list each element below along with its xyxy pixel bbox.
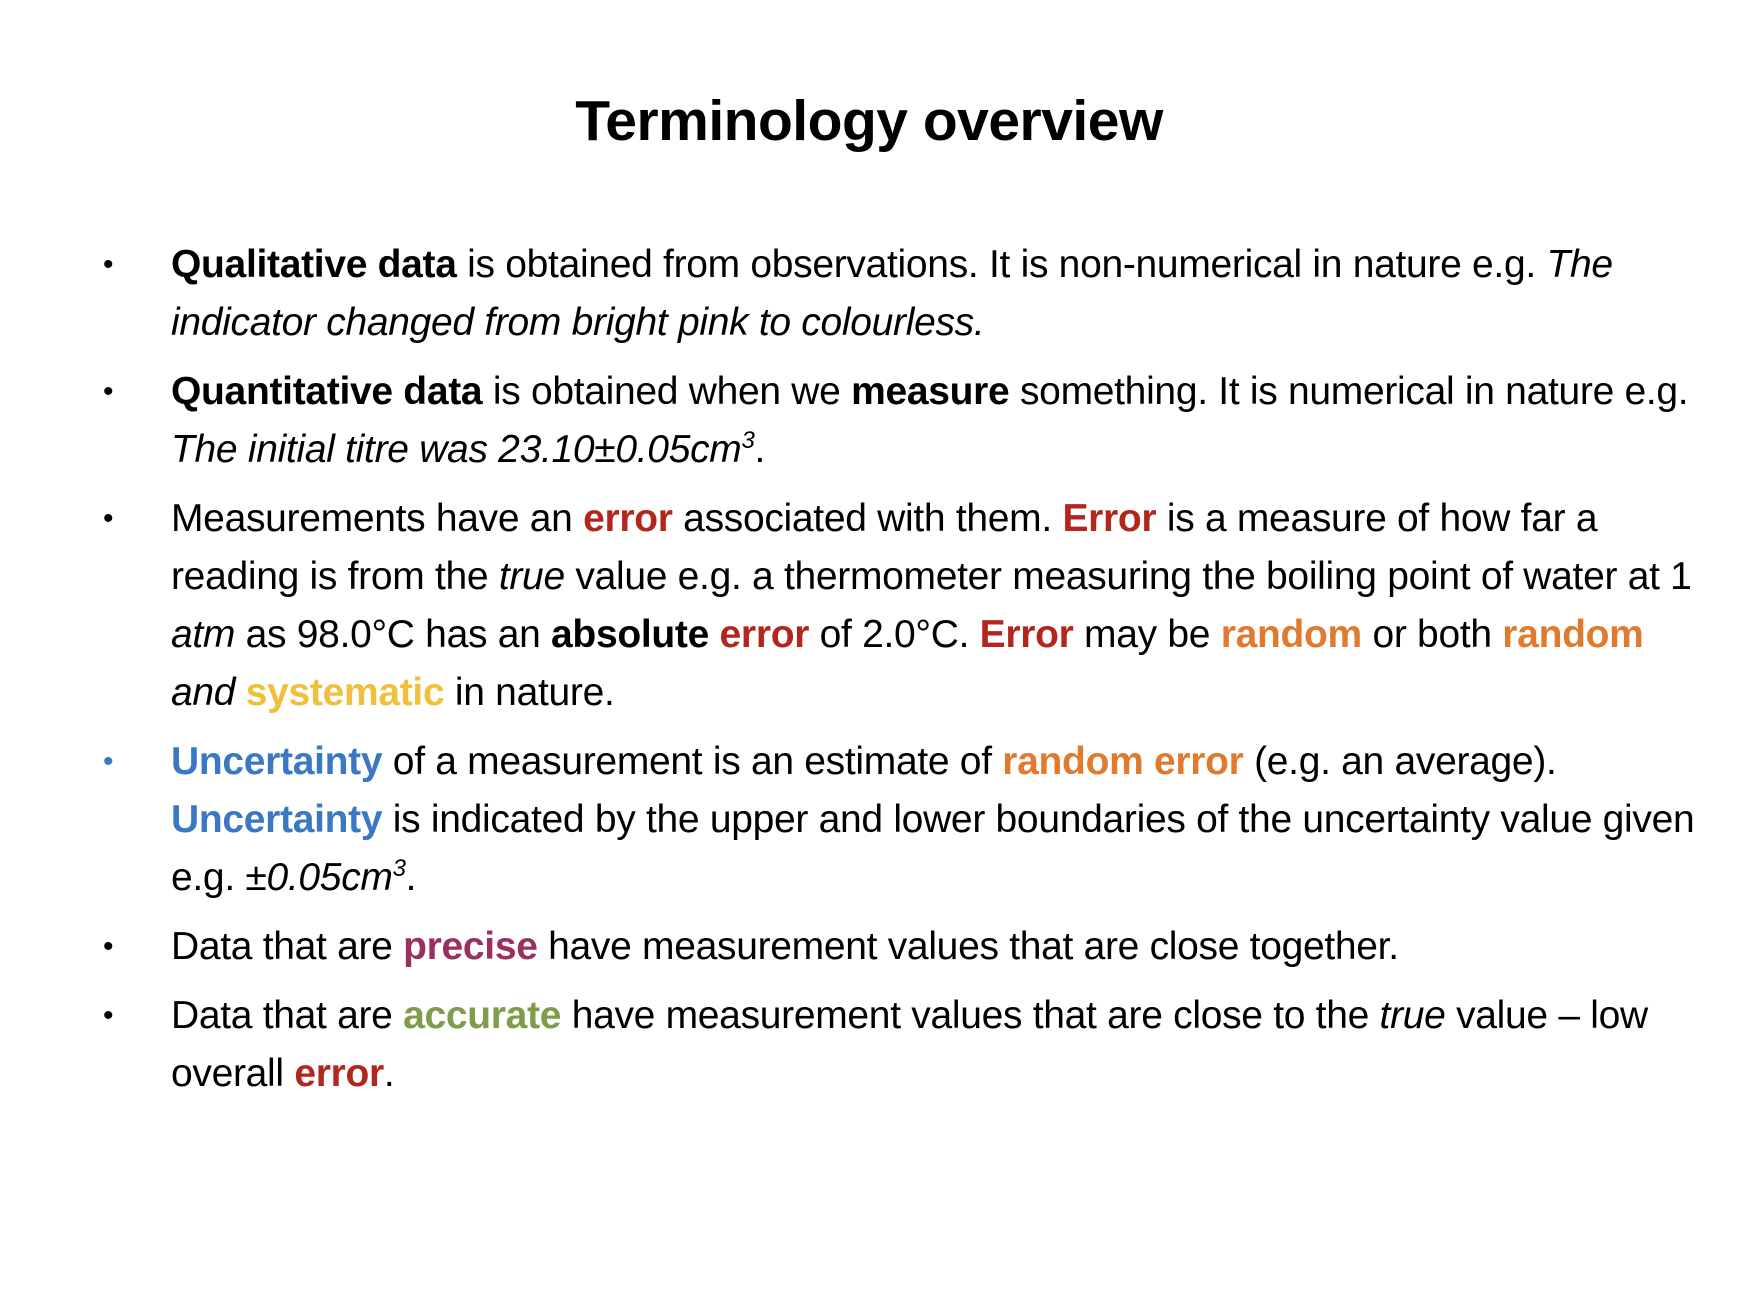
term-true: true — [1379, 994, 1446, 1037]
term-error: error — [294, 1052, 384, 1095]
bullet-dot-icon: • — [103, 502, 114, 535]
superscript: 3 — [392, 855, 406, 882]
text: is a measure of how far a reading is from the — [171, 497, 1598, 598]
text: Measurements have an — [171, 497, 584, 540]
example-text: The indicator changed from bright pink to colourless. — [171, 243, 1613, 344]
term-and: and — [171, 671, 236, 714]
example-text: ±0.05cm — [245, 856, 393, 899]
text — [235, 671, 246, 714]
text: (e.g. an average). — [1243, 740, 1557, 783]
bullet-dot-icon: • — [103, 999, 114, 1032]
bullet-dot-icon: • — [103, 248, 114, 281]
superscript: 3 — [741, 427, 755, 454]
text: value e.g. a thermometer measuring the boiling point of water at 1 — [564, 555, 1692, 598]
text: of a measurement is an estimate of — [382, 740, 1003, 783]
term-accurate: accurate — [403, 994, 562, 1037]
term-error: Error — [1062, 497, 1157, 540]
term-random: random — [1220, 613, 1362, 656]
text: Data that are — [171, 925, 404, 968]
bullet-qualitative-data — [0, 236, 1738, 352]
term-error: error — [583, 497, 673, 540]
bullet-dot-icon: • — [103, 375, 114, 408]
term-atm: atm — [171, 613, 236, 656]
text: in nature. — [444, 671, 615, 714]
bullet-dot-icon: • — [103, 745, 114, 778]
text: have measurement values that are close together. — [537, 925, 1399, 968]
text: have measurement values that are close to the — [561, 994, 1380, 1037]
text: . — [405, 856, 417, 899]
bullet-list — [0, 236, 1738, 1114]
text: Data that are — [171, 994, 404, 1037]
term-uncertainty: Uncertainty — [171, 798, 383, 841]
bullet-uncertainty — [0, 733, 1738, 907]
slide-title: Terminology overview — [575, 89, 1163, 153]
term-uncertainty: Uncertainty — [171, 740, 383, 783]
term-true: true — [498, 555, 565, 598]
term-precise: precise — [403, 925, 538, 968]
text: or both — [1361, 613, 1503, 656]
term-absolute: absolute — [551, 613, 709, 656]
term-error: error — [719, 613, 810, 656]
text — [709, 613, 720, 656]
text: is obtained from observations. It is non-numerical in nature e.g. — [456, 243, 1547, 286]
text: as 98.0°C has an — [235, 613, 552, 656]
bullet-quantitative-data — [0, 363, 1738, 479]
text: may be — [1073, 613, 1221, 656]
text: something. It is numerical in nature e.g. — [1009, 370, 1689, 413]
bullet-accurate — [0, 987, 1738, 1103]
bullet-precise — [0, 918, 1738, 976]
text: . — [383, 1052, 395, 1095]
term-quantitative-data: Quantitative data — [171, 370, 483, 413]
text: is indicated by the upper and lower boundaries of the uncertainty value given e.g. — [171, 798, 1695, 899]
bullet-dot-icon: • — [103, 930, 114, 963]
text: of 2.0°C. — [809, 613, 980, 656]
bullet-error — [0, 490, 1738, 722]
term-systematic: systematic — [245, 671, 445, 714]
term-qualitative-data: Qualitative data — [171, 243, 457, 286]
example-text: The initial titre was 23.10±0.05cm — [171, 428, 742, 471]
text: associated with them. — [672, 497, 1063, 540]
term-measure: measure — [851, 370, 1010, 413]
text: is obtained when we — [482, 370, 852, 413]
text: . — [754, 428, 766, 471]
term-random: random — [1502, 613, 1644, 656]
term-error: Error — [979, 613, 1074, 656]
term-random-error: random error — [1002, 740, 1244, 783]
text: value – low overall — [171, 994, 1648, 1095]
